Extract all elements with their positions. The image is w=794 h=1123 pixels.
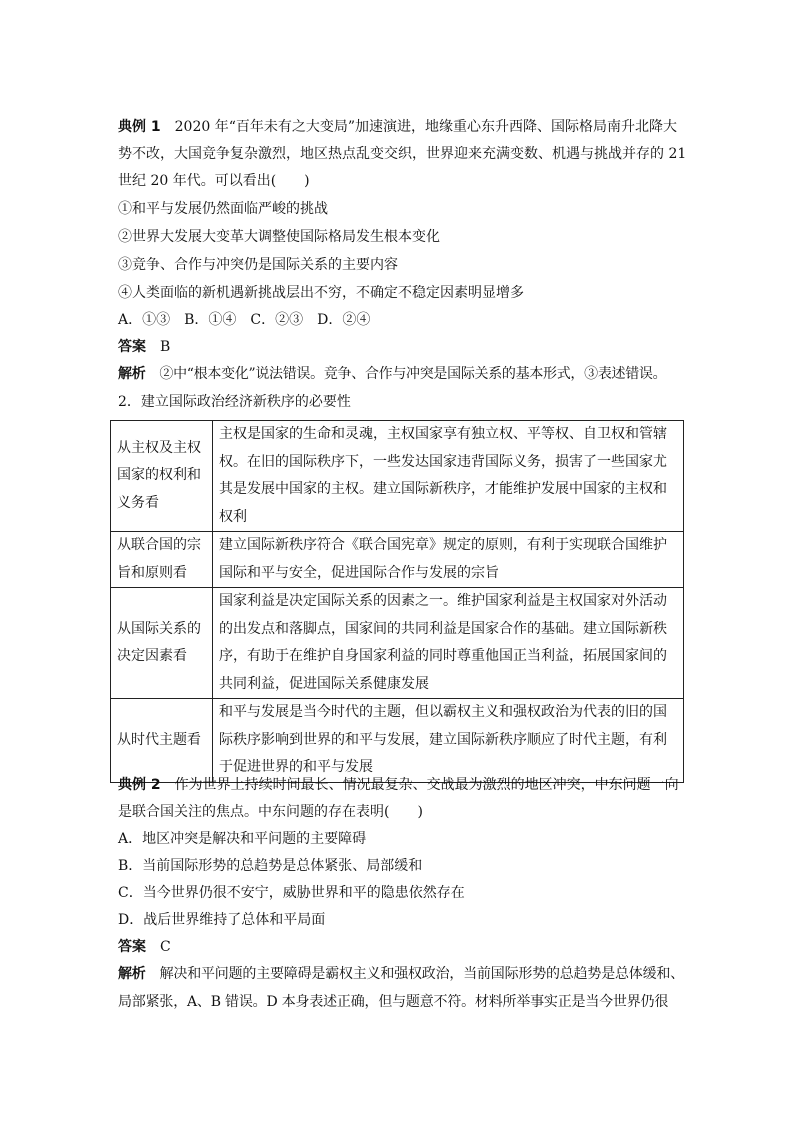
example2-option-b: B．当前国际形势的总趋势是总体紧张、局部缓和 (118, 858, 423, 874)
example1-answer (118, 334, 688, 361)
example1-option-3: ③竞争、合作与冲突仍是国际关系的主要内容 (118, 257, 398, 273)
table-row-header: 从国际关系的决定因素看 (111, 588, 213, 699)
table-row (111, 421, 684, 532)
example1-option-1: ①和平与发展仍然面临严峻的挑战 (118, 201, 328, 217)
example1-line-2: 势不改，大国竞争复杂激烈，地区热点乱变交织，世界迎来充满变数、机遇与挑战并存的 21 (118, 146, 687, 162)
example2-text-1: 作为世界上持续时间最长、情况最复杂、交战最为激烈的地区冲突，中东问题一向 (174, 777, 679, 793)
example1-answer-value: B (160, 339, 171, 355)
example2-analysis-1 (118, 961, 688, 988)
table-row-content: 主权是国家的生命和灵魂，主权国家享有独立权、平等权、自卫权和管辖权。在旧的国际秩序下，一些发达国家违背国际义务，损害了一些国家尤其是发展中国家的主权。建立国际新秩序，才能维护发展中国家的主权和权利 (213, 421, 684, 532)
example1-text-1: 2020 年“百年未有之大变局”加速演进，地缘重心东升西降、国际格局南升北降大 (174, 119, 678, 135)
table-row (111, 588, 684, 699)
example2-analysis-text-1: 解决和平问题的主要障碍是霸权主义和强权政治，当前国际形势的总趋势是总体缓和、 (159, 966, 685, 982)
table-row-header: 从时代主题看 (111, 699, 213, 783)
example1-line-3: 世纪 20 年代。可以看出( ) (118, 173, 310, 189)
example2-answer (118, 934, 688, 961)
example1-option-4: ④人类面临的新机遇新挑战层出不穷，不确定不稳定因素明显增多 (118, 285, 524, 301)
example2-answer-label: 答案 (118, 939, 146, 955)
table-row-header: 从主权及主权国家的权利和义务看 (111, 421, 213, 532)
example2-analysis-2: 局部紧张，A、B 错误。D 本身表述正确，但与题意不符。材料所举事实正是当今世界仍很 (118, 994, 669, 1010)
example2-line-1 (118, 772, 688, 799)
example1-answer-label: 答案 (118, 339, 146, 355)
table-row (111, 699, 684, 783)
example2-analysis-label: 解析 (118, 966, 146, 982)
example1-label: 典例 1 (118, 119, 161, 135)
example1-analysis (118, 361, 688, 388)
example1-analysis-text: ②中“根本变化”说法错误。竞争、合作与冲突是国际关系的基本形式，③表述错误。 (159, 366, 667, 382)
table-row-content: 和平与发展是当今时代的主题，但以霸权主义和强权政治为代表的旧的国际秩序影响到世界的和平与发展，建立国际新秩序顺应了时代主题，有利于促进世界的和平与发展 (213, 699, 684, 783)
example1-choices: A．①③ B．①④ C．②③ D．②④ (118, 312, 371, 328)
example2-label: 典例 2 (118, 777, 161, 793)
table-row-content: 建立国际新秩序符合《联合国宪章》规定的原则，有利于实现联合国维护国际和平与安全，促进国际合作与发展的宗旨 (213, 532, 684, 588)
example1-option-2: ②世界大发展大变革大调整使国际格局发生根本变化 (118, 229, 440, 245)
table-row-content: 国家利益是决定国际关系的因素之一。维护国家利益是主权国家对外活动的出发点和落脚点，国家间的共同利益是国家合作的基础。建立国际新秩序，有助于在维护自身国家利益的同时尊重他国正当利益，拓展国家间的共同利益，促进国际关系健康发展 (213, 588, 684, 699)
example1-analysis-label: 解析 (118, 366, 146, 382)
example1-line-1 (118, 114, 688, 141)
example2-option-c: C．当今世界仍很不安宁，威胁世界和平的隐患依然存在 (118, 885, 465, 901)
example2-line-2: 是联合国关注的焦点。中东问题的存在表明( ) (118, 804, 423, 820)
table-row-header: 从联合国的宗旨和原则看 (111, 532, 213, 588)
necessity-table (110, 420, 684, 783)
table-row (111, 532, 684, 588)
example2-answer-value: C (160, 939, 171, 955)
section2-title: 2．建立国际政治经济新秩序的必要性 (118, 394, 351, 410)
example2-option-a: A．地区冲突是解决和平问题的主要障碍 (118, 831, 367, 847)
example2-option-d: D．战后世界维持了总体和平局面 (118, 912, 326, 928)
